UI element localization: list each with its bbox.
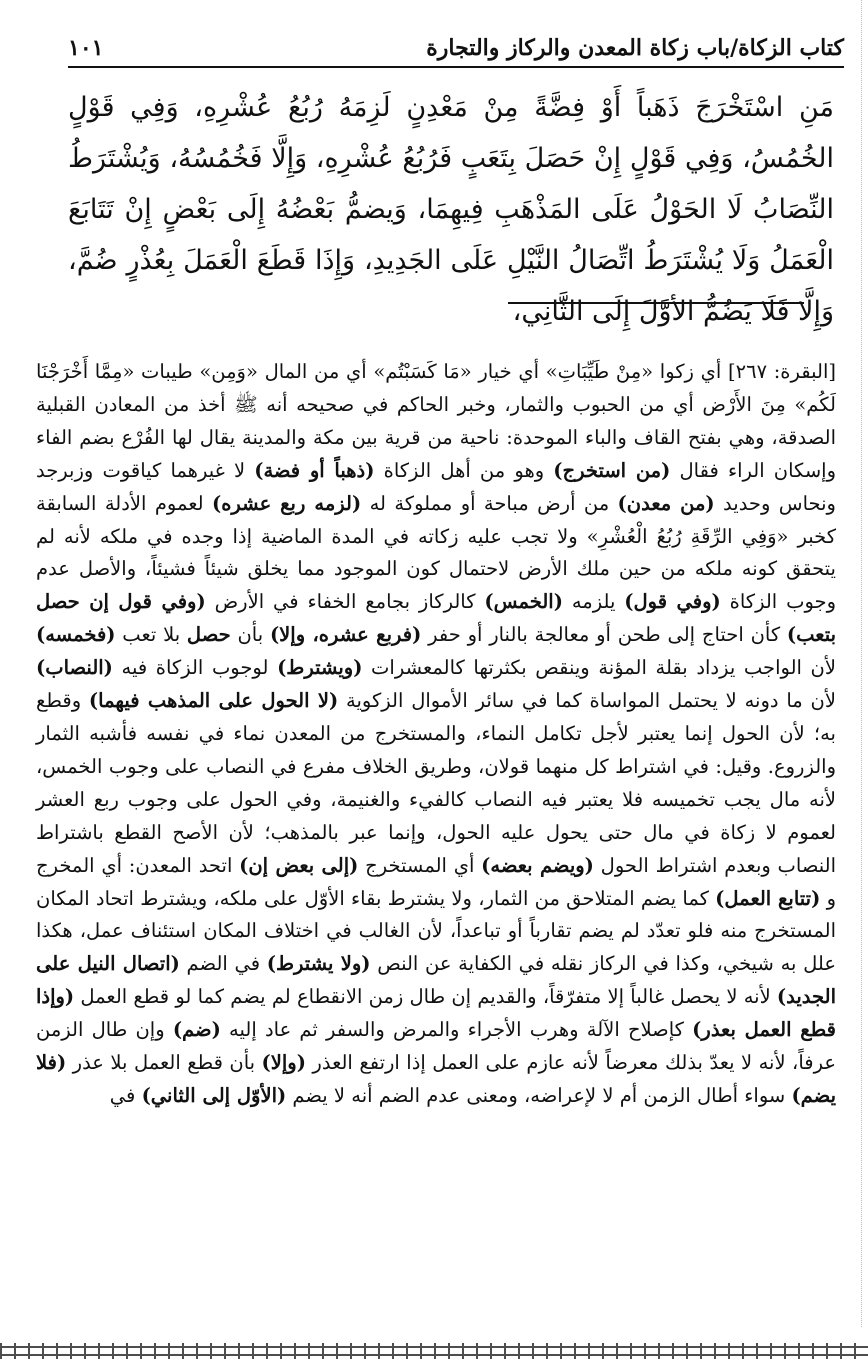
matn-quote: (من استخرج) xyxy=(553,458,671,482)
running-title: كتاب الزكاة/باب زكاة المعدن والركاز والتجارة xyxy=(426,35,844,61)
matn-quote: (فلا يضم) xyxy=(36,1051,836,1107)
matn-quote: (لا الحول على المذهب فيهما) xyxy=(88,689,339,713)
commentary-run: [البقرة: ٢٦٧] أي زكوا «مِنْ طَيِّبَاتِ» أي خيار «مَا كَسَبْتُم» أي من المال «وَمِن» طيبات «مِمَّا أَخْرَجْنَا لَكُم» مِنَ الأَرْض أي من الحبوب والثمار، وخبر الحاكم في صحيحه أنه ﷺ أخذ من المعادن القبلية الصدقة، وهي بفتح القاف والباء الموحدة: ناحية من قرية بين مكة والمدينة يقال لها الفُرْع بضم الفاء وإسكان الراء فقال xyxy=(36,360,836,482)
matn-text: مَنِ اسْتَخْرَجَ ذَهَباً أَوْ فِضَّةً مِنْ مَعْدِنٍ لَزِمَهُ رُبُعُ عُشْرِهِ، وَفِي قَوْلٍ الخُمُسُ، وَفِي قَوْلٍ إِنْ حَصَلَ بِتَعَبٍ فَرُبُعُ عُشْرِهِ، وَإِلَّا فَخُمُسُهُ، وَيُشْتَرَطُ النِّصَابُ لَا الحَوْلُ عَلَى المَذْهَبِ فِيهِمَا، وَيضمُّ بَعْضُهُ إِلَى بَعْضٍ إِنْ تَتَابَعَ الْعَمَلُ وَلَا يُشْتَرَطُ اتِّصَالُ النَّيْلِ عَلَى الجَدِيدِ، وَإِذَا قَطَعَ الْعَمَلَ بِعُذْرٍ ضُمَّ، وَإِلَّا فَلَا يَضُمُّ الأوَّلَ إِلَى الثَّانِي، xyxy=(68,92,834,327)
matn-quote: (تتابع العمل) xyxy=(715,886,821,910)
commentary-run: من أرض مباحة أو مملوكة له xyxy=(361,491,618,515)
commentary-run: اتحد المعدن: أي المخرج و xyxy=(36,853,837,910)
matn-quote: (ذهباً أو فضة) xyxy=(254,458,375,482)
header-rule xyxy=(68,66,844,68)
commentary-run: لأن الواجب يزداد بقلة المؤنة وينقص بكثرتها كالمعشرات xyxy=(362,656,836,680)
matn-quote: (ويضم بعضه) xyxy=(481,853,594,877)
commentary-run: في xyxy=(109,1083,142,1107)
commentary-run: لعموم الأدلة السابقة كخبر «وَفِي الرِّقَةِ رُبُعُ الْعُشْرِ» ولا تجب عليه زكاته في المدة الماضية إذا وجده في ملكه لأنه لم يتحقق كونه ملكه من حين ملك الأرض لاحتمال كون الموجود مما يخلق شيئاً فشيئاً، والأصل عدم وجوب الزكاة xyxy=(36,491,837,614)
matn-quote: (وفي قول) xyxy=(624,590,721,614)
matn-quote: (فربع عشره، وإلا) xyxy=(269,623,422,647)
commentary-run: كأن احتاج إلى طحن أو معالجة بالنار أو حفر xyxy=(421,623,787,647)
matn-quote: (وفي قول إن حصل بتعب) xyxy=(36,590,836,647)
matn-quote: (لزمه ربع عشره) xyxy=(211,491,362,515)
matn-quote: (اتصال النيل على الجديد) xyxy=(36,952,836,1009)
commentary-run: سواء أطال الزمن أم لا لإعراضه، ومعنى عدم الضم أنه لا يضم xyxy=(286,1083,792,1107)
matn-quote: (ضم) xyxy=(172,1018,221,1042)
commentary-text xyxy=(36,356,836,1113)
matn-quote: (الأوّل إلى الثاني) xyxy=(141,1083,287,1107)
matn-quote: (ولا يشترط) xyxy=(266,952,371,976)
commentary-run: كالركاز بجامع الخفاء في الأرض xyxy=(205,590,485,614)
matn-quote: (فخمسه) xyxy=(36,623,116,647)
commentary-run: بأن xyxy=(230,623,270,647)
matn-quote: (الخمس) xyxy=(484,590,563,614)
commentary-run: أي المستخرج xyxy=(358,853,482,877)
commentary-paragraph xyxy=(36,356,836,1113)
commentary-run: لا غيرهما كياقوت وزبرجد ونحاس وحديد xyxy=(36,458,836,515)
matn-quote: (النصاب) xyxy=(36,656,113,680)
commentary-run: بلا تعب xyxy=(115,623,187,647)
matn-quote: (وإذا قطع العمل بعذر) xyxy=(36,985,836,1042)
commentary-run: لأن ما دونه لا يحتمل المواساة كما في سائر الأموال الزكوية xyxy=(338,689,836,713)
commentary-run: لأنه لا يحصل غالباً إلا متفرّقاً، والقديم إن طال زمن الانقطاع لم يضم كما لو قطع العمل xyxy=(74,985,777,1009)
commentary-run: وهو من أهل الزكاة xyxy=(374,458,554,482)
commentary-run: يلزمه xyxy=(562,590,625,614)
commentary-run: لوجوب الزكاة فيه xyxy=(112,656,278,680)
matn-quote: (ويشترط) xyxy=(277,656,363,680)
matn-quote: (من معدن) xyxy=(617,491,715,515)
separator-line xyxy=(508,302,804,304)
commentary-run: كما يضم المتلاحق من الثمار، ولا يشترط بقاء الأوّل على ملكه، ويشترط اتحاد المكان المستخرج منه فلو تعدّد لم يضم تقارباً أو تباعداً، لأن الغالب في اختلاف المكان استئناف عمل، هكذا علل به شيخي، وكذا في الركاز نقله في الكفاية عن النص xyxy=(36,886,836,976)
matn-quote: (وإلا) xyxy=(261,1051,306,1075)
commentary-run: كإصلاح الآلة وهرب الأجراء والمرض والسفر ثم عاد إليه xyxy=(220,1018,693,1042)
commentary-run: وقطع به؛ لأن الحول إنما يعتبر لأجل تكامل النماء، والمستخرج من المعدن نماء في نفسه فأشبه الثمار والزروع. وقيل: في اشتراط كل منهما قولان، وطريق الخلاف مفرع في النصاب على وجوب الخمس، لأنه مال يجب تخميسه فلا يعتبر فيه النصاب كالفيء والغنيمة، وفي الحول على وجوب ربع العشر لعموم لا زكاة في مال حتى يحول عليه الحول، وإنما عبر بالمذهب؛ لأن الأصح القطع باشتراط النصاب وبعدم اشتراط الحول xyxy=(36,689,836,877)
commentary-run: في الضم xyxy=(179,952,267,976)
commentary-run: وإن طال الزمن عرفاً، لأنه لا يعدّ بذلك معرضاً لأنه عازم على العمل إذا ارتفع العذر xyxy=(36,1018,837,1075)
matn-quote: (إلى بعض إن) xyxy=(239,853,359,877)
decorative-footer-border xyxy=(0,1343,868,1359)
page-number: ١٠١ xyxy=(68,35,104,61)
matn-quote: حصل xyxy=(186,623,231,647)
page-edge xyxy=(861,0,862,1327)
page-header xyxy=(68,30,844,66)
commentary-run: بأن قطع العمل بلا عذر xyxy=(66,1051,262,1075)
